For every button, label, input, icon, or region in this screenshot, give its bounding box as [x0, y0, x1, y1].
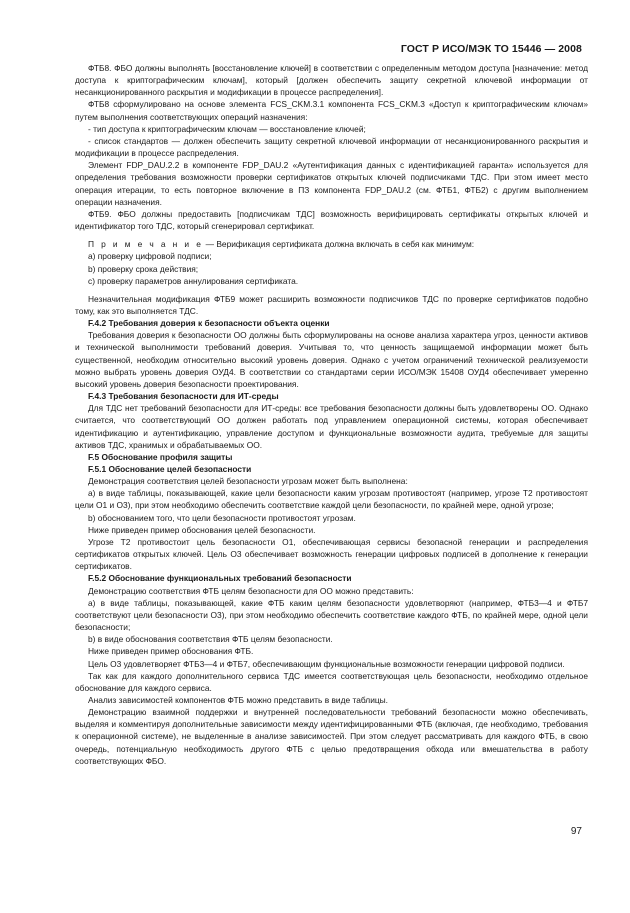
- note-label: П р и м е ч а н и е: [88, 239, 204, 250]
- page-number: 97: [570, 826, 582, 837]
- paragraph: Анализ зависимостей компонентов ФТБ можно представить в виде таблицы.: [88, 694, 389, 705]
- paragraph: Демонстрацию взаимной поддержки и внутренней последовательности требований безопасности можно обеспечивать, выделяя и комментируя дополнительные зависимости между идентифицированными ФТБ (включая, где необходимо, требования к операционной системе), не выделенные в анализе зависимостей. При этом следует рассматривать для каждого ФТБ, в свою очередь, потенциальную необходимость другого ФТБ с целью предотвращения обхода или вмешательства в работу соответствующих ФБО.: [75, 707, 588, 766]
- paragraph: Демонстрацию соответствия ФТБ целям безопасности для ОО можно представить:: [88, 585, 414, 596]
- note-intro: [75, 238, 588, 250]
- paragraph: Цель О3 удовлетворяет ФТБ3—4 и ФТБ7, обеспечивающим функциональные возможности генерации цифровой подписи.: [88, 658, 565, 669]
- note-item: b) проверку срока действия;: [88, 263, 199, 274]
- paragraph: Требования доверия к безопасности ОО должны быть сформулированы на основе анализа характера угроз, ценности активов и технической выполнимости требований доверия. Учитывая то, что ценность защищаемой информации может быть существенной, необходим относительно высокий уровень доверия. Однако с учетом ограничений технической реализуемости можно выбрать уровень доверия ОУД4. В соответствии со стандартами серии ИСО/МЭК 15408 ОУД4 обеспечивает умеренно высокий уровень доверия безопасности проектирования.: [75, 330, 588, 389]
- list-item: a) в виде таблицы, показывающей, какие цели безопасности каким угрозам противостоят (например, угрозе Т2 противостоят цели О1 и О3), при этом необходимо обеспечить соответствие каждой цели безопасности, по крайней мере, одной угрозе;: [75, 488, 588, 511]
- paragraph: ФТБ9. ФБО должны предоставить [подписчикам ТДС] возможность верифицировать сертификаты открытых ключей и идентификатор того ТДС, который сгенерировал сертификат.: [75, 208, 588, 232]
- section-heading: F.5 Обоснование профиля защиты: [88, 451, 233, 462]
- list-item: - тип доступа к криптографическим ключам — восстановление ключей;: [88, 123, 366, 134]
- note-item: a) проверку цифровой подписи;: [88, 251, 212, 262]
- section-heading: F.4.2 Требования доверия к безопасности объекта оценки: [88, 318, 330, 329]
- paragraph: ФТБ8. ФБО должны выполнять [восстановление ключей] в соответствии с определенным методом доступа [назначение: метод доступа к криптографическим ключам], который [должен обеспечить защиту секретной ключевой информации от несанкционированного раскрытия и модификации в процессе распределения].: [75, 63, 588, 98]
- section-heading: F.4.3 Требования безопасности для ИТ-среды: [88, 391, 279, 402]
- document-body: [75, 62, 588, 767]
- paragraph: ФТБ8 сформулировано на основе элемента FCS_CKM.3.1 компонента FCS_CKM.3 «Доступ к криптографическим ключам» путем выполнения соответствующих операций назначения:: [75, 99, 588, 122]
- standard-header: ГОСТ Р ИСО/МЭК ТО 15446 — 2008: [400, 43, 582, 55]
- section-heading: F.5.1 Обоснование целей безопасности: [88, 464, 252, 474]
- note-item: c) проверку параметров аннулирования сертификата.: [88, 275, 299, 286]
- note-text: — Верификация сертификата должна включать в себя как минимум:: [203, 239, 475, 250]
- paragraph: Ниже приведен пример обоснования целей безопасности.: [88, 524, 316, 535]
- paragraph: Незначительная модификация ФТБ9 может расширить возможности подписчиков ТДС по проверке сертификатов подобно тому, как это выполняется ТДС.: [75, 293, 588, 316]
- paragraph: Для ТДС нет требований безопасности для ИТ-среды: все требования безопасности должны быть удовлетворены ОО. Однако считается, что соответствующий ОО должен работать под управлением операционной системы, которая обеспечивает идентификацию и аутентификацию, управление доступом и функциональные возможности аудита, требуемые для защиты активов ТДС, хранимых и обрабатываемых ОО.: [75, 403, 588, 450]
- section-heading: F.5.2 Обоснование функциональных требований безопасности: [88, 573, 352, 584]
- paragraph: Демонстрация соответствия целей безопасности угрозам может быть выполнена:: [88, 476, 408, 487]
- list-item: b) обоснованием того, что цели безопасности противостоят угрозам.: [88, 512, 356, 523]
- paragraph: Ниже приведен пример обоснования ФТБ.: [88, 646, 254, 657]
- list-item: b) в виде обоснования соответствия ФТБ целям безопасности.: [88, 634, 333, 645]
- list-item: a) в виде таблицы, показывающей, какие ФТБ каким целям безопасности удовлетворяют (например, ФТБ3—4 и ФТБ7 соответствуют цели безопасности О3), при этом необходимо обеспечить соответствие каждого ФТБ, по крайней мере, одной цели безопасности;: [75, 597, 588, 633]
- paragraph: Угрозе Т2 противостоит цель безопасности О1, обеспечивающая сервисы безопасной генерации и распределения сертификатов открытых ключей. Цель О3 обеспечивает возможность генерации цифровых подписей в дополнение к генерации сертификатов.: [75, 536, 588, 572]
- paragraph: Так как для каждого дополнительного сервиса ТДС имеется соответствующая цель безопасности, необходимо отдельное обоснование для каждого сервиса.: [75, 670, 588, 693]
- paragraph: Элемент FDP_DAU.2.2 в компоненте FDP_DAU.2 «Аутентификация данных с идентификацией гаранта» используется для определения требования возможности проверки сертификатов открытых ключей подписчиками ТДС. При этом имеет место операция итерации, то есть повторное включение в ПЗ компонента FDP_DAU.2 (см. ФТБ1, ФТБ2) с другим выполнением операции назначения.: [75, 160, 588, 207]
- list-item: - список стандартов — должен обеспечить защиту секретной ключевой информации от несанкционированного раскрытия и модификации в процессе распределения.: [75, 135, 588, 159]
